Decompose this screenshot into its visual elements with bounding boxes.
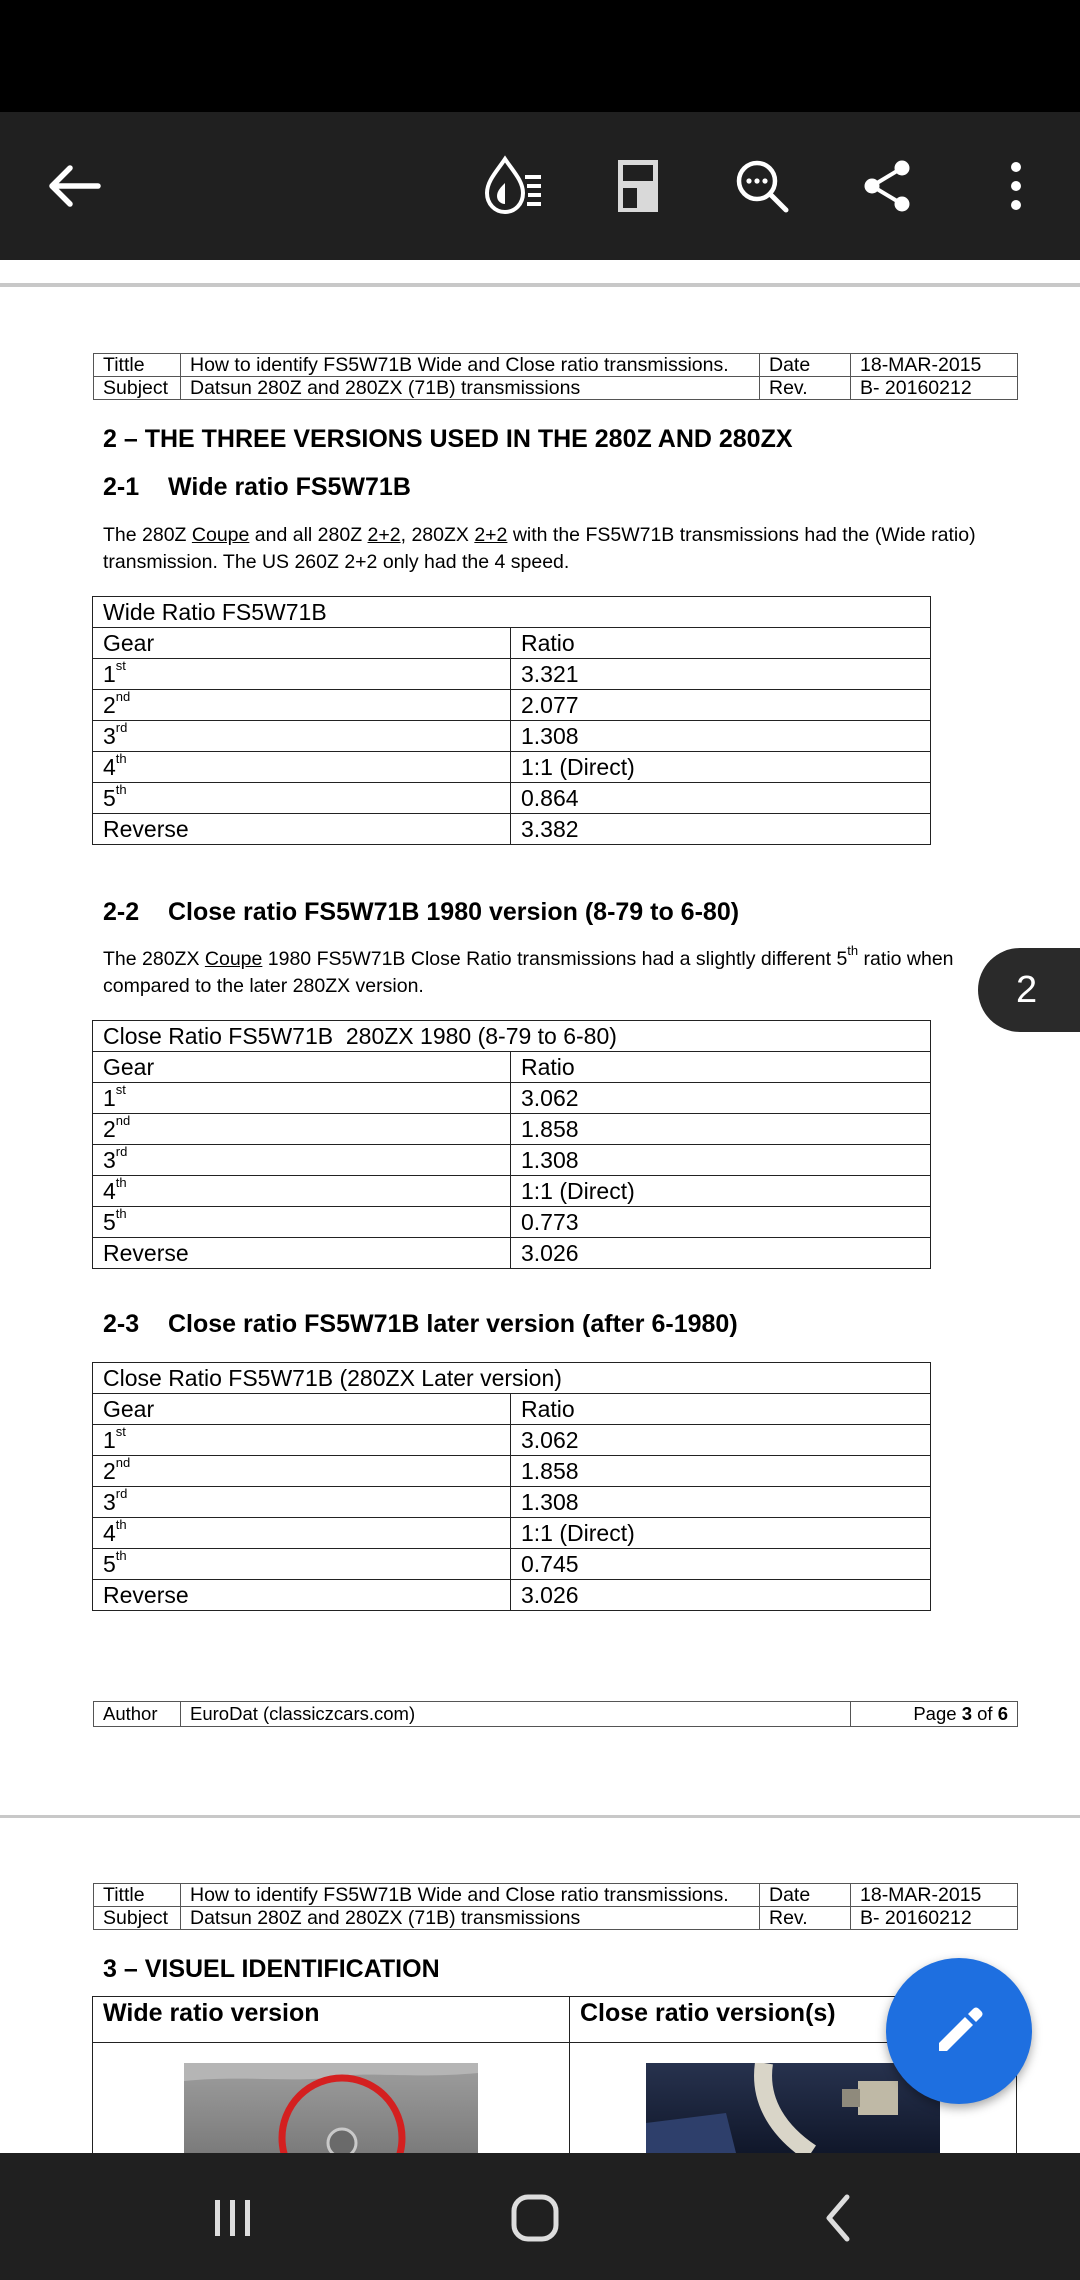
ratio-cell: 2.077 [511,690,931,721]
title-value: How to identify FS5W71B Wide and Close ratio transmissions. [181,354,760,377]
ratio-cell: 3.321 [511,659,931,690]
subsection-number: 2-1 [103,473,140,501]
gear-cell: 1st [93,1425,511,1456]
col-header-gear: Gear [93,1394,511,1425]
ratio-cell: 3.062 [511,1083,931,1114]
close-ratio-1980-table [92,1020,931,1269]
reading-mode-icon[interactable] [472,146,552,226]
text-run: ratio when compared to the later 280ZX version. [103,948,954,997]
ratio-cell: 0.864 [511,783,931,814]
underlined-term: Coupe [191,524,250,546]
recents-button[interactable] [193,2183,273,2253]
col-header-ratio: Ratio [511,1052,931,1083]
document-viewer[interactable] [0,260,1080,2153]
wide-ratio-table [92,596,931,845]
subsection-heading-2-3 [103,1310,738,1339]
col-header-gear: Gear [93,628,511,659]
underlined-term: Coupe [204,948,263,970]
col-header-ratio: Ratio [511,628,931,659]
underlined-term: 2+2 [474,524,508,546]
ratio-cell: 1.308 [511,721,931,752]
gear-cell: 3rd [93,721,511,752]
edit-pencil-icon [931,2003,987,2059]
table-row [93,752,931,783]
table-row [93,1456,931,1487]
rev-label: Rev. [760,1907,851,1930]
page-indicator: 2 [978,948,1080,1032]
text-run: with the FS5W71B transmissions had the (Wide ratio) transmission. The US 260Z 2+2 only had the 4 speed. [103,524,976,573]
ratio-cell: 3.382 [511,814,931,845]
edit-button[interactable] [886,1958,1032,2104]
gear-cell: Reverse [93,814,511,845]
gear-cell: 4th [93,1518,511,1549]
subject-label: Subject [94,1907,181,1930]
home-icon [510,2193,560,2243]
ratio-cell: 3.026 [511,1238,931,1269]
gear-cell: 2nd [93,1114,511,1145]
subsection-title: Close ratio FS5W71B later version (after 6-1980) [168,1310,738,1338]
table-row [93,1549,931,1580]
header-row-title [94,1884,1018,1907]
document-header-table [93,1883,1018,1930]
ratio-cell: 1.308 [511,1487,931,1518]
subsection-number: 2-3 [103,1310,140,1338]
ratio-cell: 1.858 [511,1456,931,1487]
gear-cell: Reverse [93,1580,511,1611]
table-title: Close Ratio FS5W71B (280ZX Later version) [93,1363,931,1394]
gear-cell: 2nd [93,1456,511,1487]
col-header-ratio: Ratio [511,1394,931,1425]
date-value: 18-MAR-2015 [851,354,1018,377]
title-label: Tittle [94,354,181,377]
ratio-cell: 1:1 (Direct) [511,1518,931,1549]
author-value: EuroDat (classiczcars.com) [181,1702,851,1727]
table-row [93,1145,931,1176]
table-row [93,721,931,752]
table-row [93,1238,931,1269]
header-row-subject [94,1907,1018,1930]
table-row [93,1518,931,1549]
gear-cell: 5th [93,783,511,814]
table-row [93,1207,931,1238]
col-header-close: Close ratio version(s) [570,1997,1017,2043]
recents-icon [211,2196,255,2240]
text-run: The 280Z [103,524,192,546]
date-label: Date [760,354,851,377]
status-bar [0,0,1080,112]
gear-cell: 1st [93,659,511,690]
ratio-cell: 1.858 [511,1114,931,1145]
gear-cell: Reverse [93,1238,511,1269]
date-label: Date [760,1884,851,1907]
gear-cell: 5th [93,1207,511,1238]
search-icon[interactable] [722,146,802,226]
text-run: The 280ZX [103,948,205,970]
text-run: , 280ZX [400,524,475,546]
wide-ratio-photo [184,2063,478,2153]
text-run: and all 280Z [249,524,368,546]
title-label: Tittle [94,1884,181,1907]
subsection-number: 2-2 [103,898,140,926]
table-row [93,1425,931,1456]
ratio-cell: 3.062 [511,1425,931,1456]
gear-cell: 3rd [93,1145,511,1176]
underlined-term: 2+2 [367,524,401,546]
page-separator [0,1815,1080,1818]
subsection-title: Close ratio FS5W71B 1980 version (8-79 to 6-80) [168,898,740,926]
ratio-cell: 1:1 (Direct) [511,1176,931,1207]
more-vert-icon[interactable] [976,146,1056,226]
document-footer-table [93,1701,1018,1727]
document-header-table [93,353,1018,400]
table-row [93,1176,931,1207]
table-title: Wide Ratio FS5W71B [93,597,931,628]
subject-label: Subject [94,377,181,400]
gear-cell: 4th [93,752,511,783]
back-arrow-icon[interactable] [34,146,114,226]
paragraph-wide-ratio [103,522,983,576]
section-heading: 3 – VISUEL IDENTIFICATION [103,1955,440,1983]
header-row-title [94,354,1018,377]
table-row [93,1114,931,1145]
ratio-cell: 1.308 [511,1145,931,1176]
table-row [93,1580,931,1611]
page-number: Page 3 of 6 [851,1702,1018,1727]
subsection-heading-2-2 [103,898,739,927]
home-button[interactable] [495,2183,575,2253]
table-row [93,659,931,690]
table-row [93,1487,931,1518]
top-toolbar [0,112,1080,260]
gear-cell: 5th [93,1549,511,1580]
text-run: 1980 FS5W71B Close Ratio transmissions had a slightly different 5 [262,948,848,970]
close-ratio-photo [646,2063,940,2153]
table-title: Close Ratio FS5W71B 280ZX 1980 (8-79 to 6-80) [93,1021,931,1052]
table-row [93,690,931,721]
subsection-heading-2-1 [103,473,411,502]
gear-cell: 2nd [93,690,511,721]
author-label: Author [94,1702,181,1727]
rev-value: B- 20160212 [851,377,1018,400]
system-nav-bar [0,2153,1080,2280]
share-icon[interactable] [848,146,928,226]
table-row [93,783,931,814]
subject-value: Datsun 280Z and 280ZX (71B) transmissions [181,1907,760,1930]
ratio-cell: 0.773 [511,1207,931,1238]
subject-value: Datsun 280Z and 280ZX (71B) transmissions [181,377,760,400]
superscript: th [847,942,859,958]
date-value: 18-MAR-2015 [851,1884,1018,1907]
section-heading: 2 – THE THREE VERSIONS USED IN THE 280Z AND 280ZX [103,425,793,453]
col-header-wide: Wide ratio version [93,1997,570,2043]
ratio-cell: 3.026 [511,1580,931,1611]
page-layout-icon[interactable] [598,146,678,226]
title-value: How to identify FS5W71B Wide and Close ratio transmissions. [181,1884,760,1907]
header-row-subject [94,377,1018,400]
page-separator [0,283,1080,287]
rev-value: B- 20160212 [851,1907,1018,1930]
table-row [93,814,931,845]
col-header-gear: Gear [93,1052,511,1083]
gear-cell: 1st [93,1083,511,1114]
ratio-cell: 1:1 (Direct) [511,752,931,783]
gear-cell: 3rd [93,1487,511,1518]
subsection-title: Wide ratio FS5W71B [168,473,411,501]
gear-cell: 4th [93,1176,511,1207]
nav-back-button[interactable] [798,2183,878,2253]
paragraph-close-ratio-1980 [103,942,983,1000]
nav-back-icon [823,2193,853,2243]
table-row [93,1083,931,1114]
close-ratio-later-table [92,1362,931,1611]
rev-label: Rev. [760,377,851,400]
ratio-cell: 0.745 [511,1549,931,1580]
